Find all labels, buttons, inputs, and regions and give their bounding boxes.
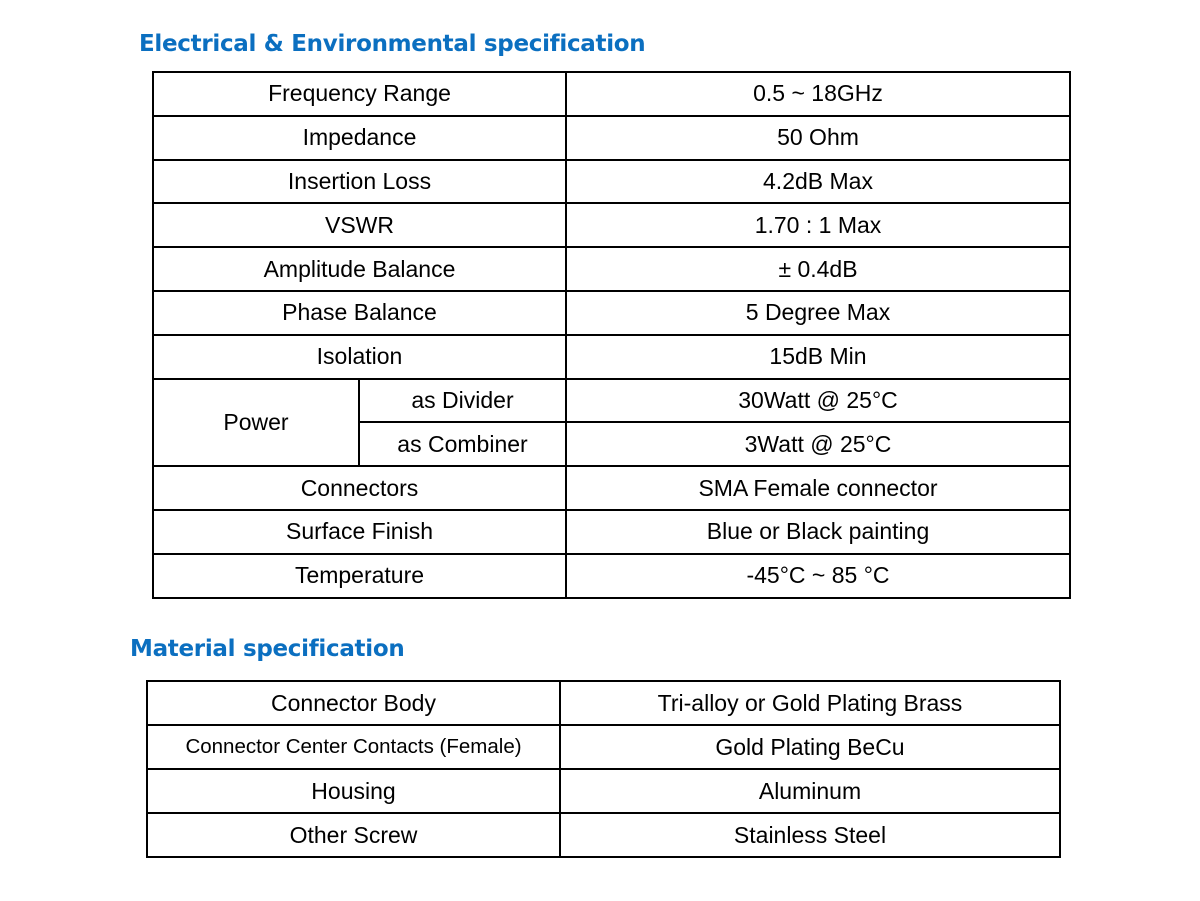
table-row — [147, 681, 1060, 725]
table-row — [147, 813, 1060, 857]
value-cell: Gold Plating BeCu — [560, 725, 1060, 769]
table-row — [153, 72, 1070, 116]
param-cell: Amplitude Balance — [153, 247, 566, 291]
value-cell: 50 Ohm — [566, 116, 1070, 160]
value-cell: 15dB Min — [566, 335, 1070, 379]
param-cell: Insertion Loss — [153, 160, 566, 204]
param-cell: Isolation — [153, 335, 566, 379]
table-row — [153, 160, 1070, 204]
electrical-spec-heading: Electrical & Environmental specification — [139, 31, 646, 57]
table-row — [153, 116, 1070, 160]
power-label-cell: Power — [153, 379, 359, 467]
value-cell: 3Watt @ 25°C — [566, 422, 1070, 466]
value-cell: 30Watt @ 25°C — [566, 379, 1070, 423]
value-cell: 5 Degree Max — [566, 291, 1070, 335]
table-row — [153, 466, 1070, 510]
value-cell: Blue or Black painting — [566, 510, 1070, 554]
param-cell: VSWR — [153, 203, 566, 247]
param-cell: Frequency Range — [153, 72, 566, 116]
material-spec-heading: Material specification — [130, 636, 405, 662]
value-cell: Stainless Steel — [560, 813, 1060, 857]
value-cell: 0.5 ~ 18GHz — [566, 72, 1070, 116]
table-row-power-divider — [153, 379, 1070, 423]
table-row — [147, 725, 1060, 769]
value-cell: SMA Female connector — [566, 466, 1070, 510]
param-cell: Connector Center Contacts (Female) — [147, 725, 560, 769]
value-cell: Aluminum — [560, 769, 1060, 813]
table-row — [153, 247, 1070, 291]
param-cell: Temperature — [153, 554, 566, 598]
param-cell: Other Screw — [147, 813, 560, 857]
table-row — [153, 554, 1070, 598]
value-cell: ± 0.4dB — [566, 247, 1070, 291]
electrical-spec-table — [152, 71, 1071, 599]
param-cell: Connector Body — [147, 681, 560, 725]
value-cell: 1.70 : 1 Max — [566, 203, 1070, 247]
table-row — [153, 510, 1070, 554]
power-mode-cell: as Combiner — [359, 422, 566, 466]
param-cell: Housing — [147, 769, 560, 813]
table-row — [153, 203, 1070, 247]
table-row — [153, 335, 1070, 379]
value-cell: -45°C ~ 85 °C — [566, 554, 1070, 598]
param-cell: Impedance — [153, 116, 566, 160]
param-cell: Phase Balance — [153, 291, 566, 335]
power-mode-cell: as Divider — [359, 379, 566, 423]
value-cell: 4.2dB Max — [566, 160, 1070, 204]
material-spec-table — [146, 680, 1061, 858]
table-row — [147, 769, 1060, 813]
param-cell: Connectors — [153, 466, 566, 510]
table-row — [153, 291, 1070, 335]
param-cell: Surface Finish — [153, 510, 566, 554]
value-cell: Tri-alloy or Gold Plating Brass — [560, 681, 1060, 725]
